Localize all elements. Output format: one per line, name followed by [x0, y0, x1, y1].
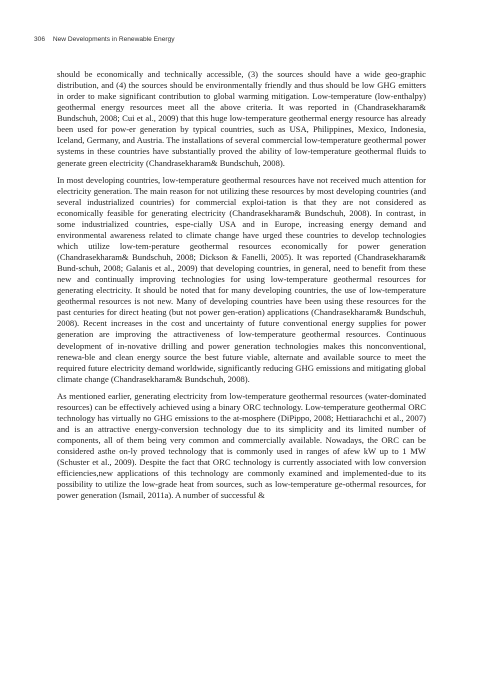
running-header: [34, 36, 175, 43]
paragraph-3: As mentioned earlier, generating electricity from low-temperature geothermal resources (water-dominated resources) can be effectively achieved using a binary ORC technology. Low-temperature geothermal ORC technology has virtually no GHG emissions to the at-mosphere (DiPippo, 2008; Hettiarachchi et al., 2007) and is an attractive energy-conversion technology due to its simplicity and its limited number of components, all of them being very common and commercially available. Nowadays, the ORC can be considered asthe on-ly proved technology that is commonly used in ranges of afew kW up to 1 MW (Schuster et al., 2009). Despite the fact that ORC technology is currently associated with low conversion efficiencies,new applications of this technology are commonly examined and implemented-due to its possibility to utilize the low-grade heat from sources, such as low-temperature ge-othermal resources, for power generation (Ismail, 2011a). A number of successful &: [57, 390, 426, 501]
paragraph-2: In most developing countries, low-temperature geothermal resources have not received much attention for electricity generation. The main reason for not utilizing these resources by most developing countries (and several industrialized countries) for commercial exploi-tation is that they are not considered as economically feasible for generating electricity (Chandrasekharam& Bundschuh, 2008). In contrast, in some industrialized countries, espe-cially USA and in Europe, increasing energy demand and environmental awareness related to climate change have urged these countries to develop technologies which utilize low-tem-perature geothermal resources economically for power generation (Chandrasekharam& Bundschuh, 2008; Dickson & Fanelli, 2005). It was reported (Chandrasekharam& Bund-schuh, 2008; Galanis et al., 2009) that developing countries, in general, need to benefit from these new and continually improving technologies for using low-temperature geothermal resources for generating electricity. It should be noted that for many developing countries, the use of low-temperature geothermal resources is not new. Many of developing countries have been using these resources for the past centuries for direct heating (but not power gen-eration) applications (Chandrasekharam& Bundschuh, 2008). Recent increases in the cost and uncertainty of future conventional energy supplies for power generation are improving the attractiveness of low-temperature geothermal resources. Continuous development of in-novative drilling and power generation technologies makes this nonconventional, renewa-ble and clean energy source the best future viable, alternate and available source to meet the required future electricity demand worldwide, significantly reducing GHG emissions and mitigating global climate change (Chandrasekharam& Bundschuh, 2008).: [57, 174, 426, 384]
running-title: New Developments in Renewable Energy: [52, 36, 175, 43]
paragraph-1: should be economically and technically accessible, (3) the sources should have a wide geo-graphic distribution, and (4) the sources should be environmentally friendly and thus should be low GHG emitters in order to make significant contribution to global warming mitigation. Low-temperature (low-enthalpy) geothermal energy resources meet all the above criteria. It was reported in (Chandrasekharam& Bundschuh, 2008; Cui et al., 2009) that this huge low-temperature geothermal energy resource has already been used for pow-er generation by typical countries, such as USA, Philippines, Mexico, Indonesia, Iceland, Germany, and Austria. The installations of several commercial low-temperature geothermal power systems in these countries have substantially proved the ability of low-temperature geothermal fluids to generate green electricity (Chandrasekharam& Bundschuh, 2008).: [57, 69, 426, 168]
body-text: [57, 69, 426, 507]
page-number: 306: [34, 36, 46, 43]
